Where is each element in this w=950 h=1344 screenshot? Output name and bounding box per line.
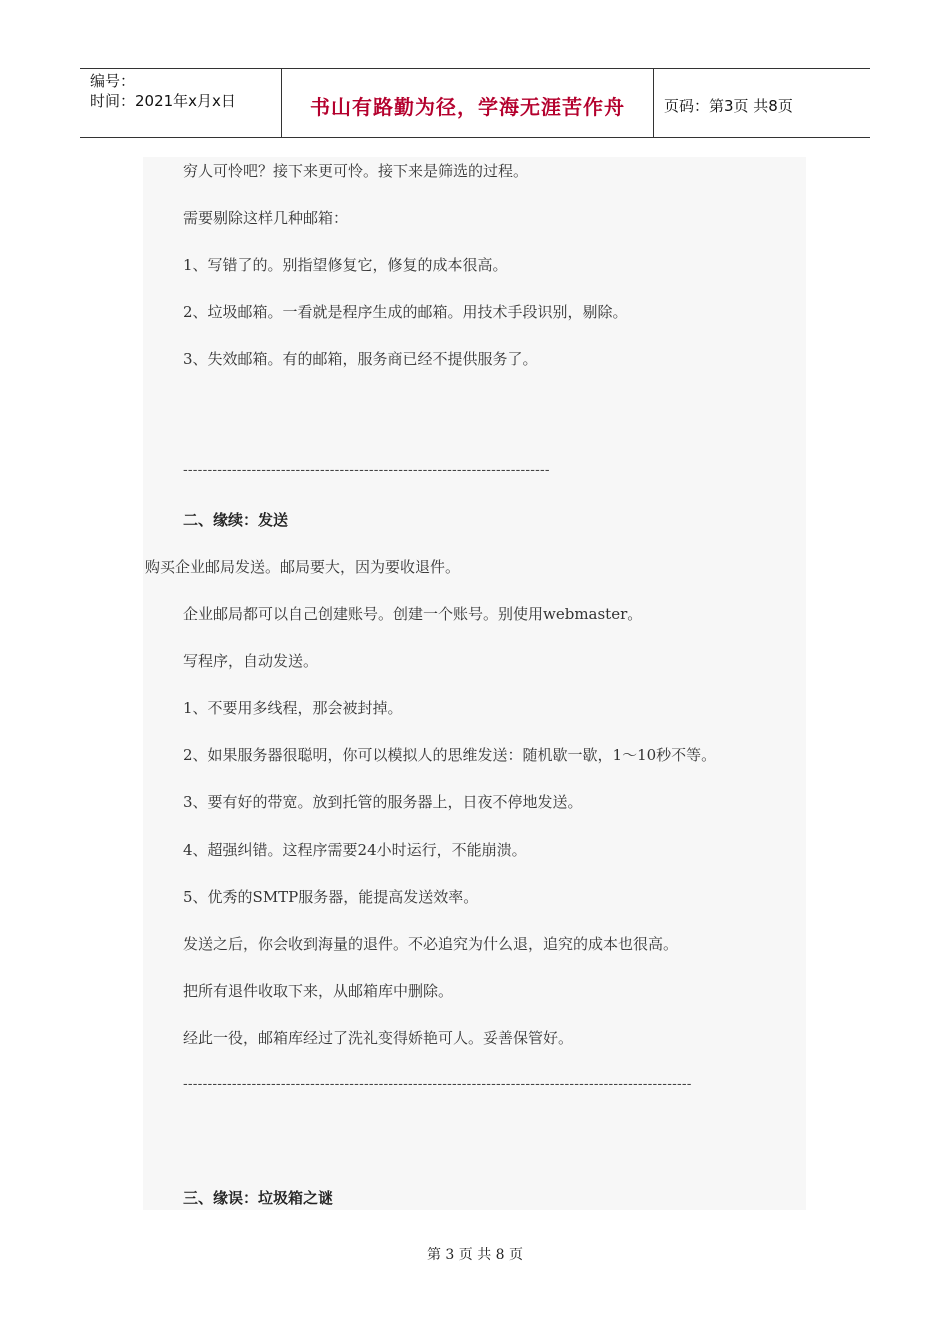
list-item: 5、优秀的SMTP服务器，能提高发送效率。 [183, 888, 479, 906]
list-item: 2、垃圾邮箱。一看就是程序生成的邮箱。用技术手段识别，剔除。 [183, 303, 628, 321]
separator-line: -------------------------------------------------------------------------------------------------------- [183, 1077, 692, 1092]
paragraph: 穷人可怜吧？接下来更可怜。接下来是筛选的过程。 [183, 162, 529, 180]
page-header [80, 68, 870, 138]
paragraph: 写程序，自动发送。 [183, 652, 319, 670]
list-item: 1、写错了的。别指望修复它，修复的成本很高。 [183, 256, 508, 274]
header-meta [80, 69, 281, 137]
list-item: 1、不要用多线程，那会被封掉。 [183, 699, 403, 717]
list-item: 2、如果服务器很聪明，你可以模拟人的思维发送：随机歇一歇，1～10秒不等。 [183, 746, 717, 764]
paragraph: 需要剔除这样几种邮箱： [183, 209, 349, 227]
header-page-info: 页码：第3页 共8页 [664, 96, 793, 115]
paragraph: 发送之后，你会收到海量的退件。不必追究为什么退，追究的成本也很高。 [183, 935, 679, 953]
list-item: 3、要有好的带宽。放到托管的服务器上，日夜不停地发送。 [183, 793, 583, 811]
document-body [143, 157, 806, 1210]
list-item: 4、超强纠错。这程序需要24小时运行，不能崩溃。 [183, 841, 527, 859]
section-heading: 二、缘续：发送 [183, 511, 289, 529]
number-label: 编号： [90, 72, 136, 90]
paragraph: 经此一役，邮箱库经过了洗礼变得娇艳可人。妥善保管好。 [183, 1029, 574, 1047]
list-item: 3、失效邮箱。有的邮箱，服务商已经不提供服务了。 [183, 350, 538, 368]
section-heading: 三、缘误：垃圾箱之谜 [183, 1189, 334, 1207]
paragraph: 购买企业邮局发送。邮局要大，因为要收退件。 [145, 558, 461, 576]
page-footer: 第 3 页 共 8 页 [426, 1247, 524, 1263]
paragraph: 把所有退件收取下来，从邮箱库中删除。 [183, 982, 454, 1000]
header-motto: 书山有路勤为径，学海无涯苦作舟 [281, 69, 654, 137]
separator-line: --------------------------------------------------------------------------- [183, 463, 550, 478]
paragraph: 企业邮局都可以自己创建账号。创建一个账号。别使用webmaster。 [183, 605, 643, 623]
time-label: 时间：2021年x月x日 [90, 92, 236, 110]
